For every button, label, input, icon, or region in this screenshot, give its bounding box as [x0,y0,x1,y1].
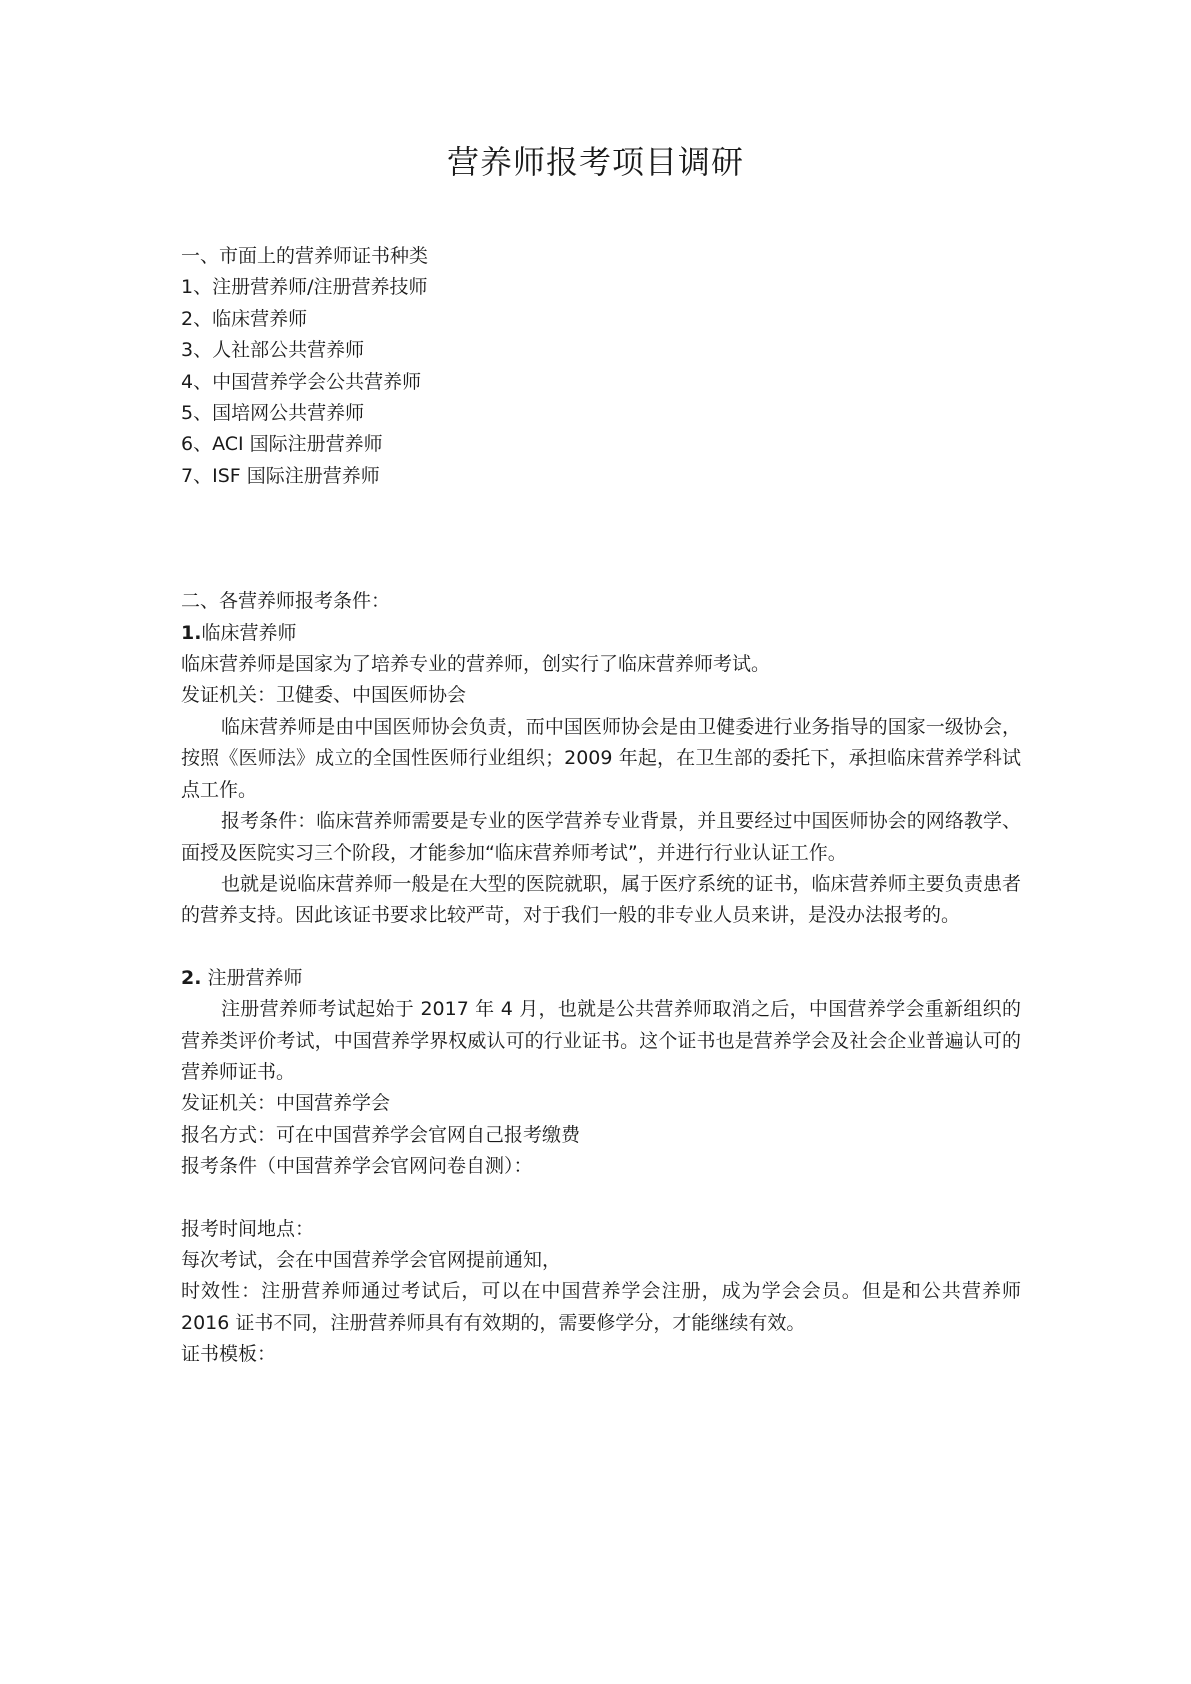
registered-validity: 时效性：注册营养师通过考试后，可以在中国营养学会注册，成为学会会员。但是和公共营养师 2016 证书不同，注册营养师具有有效期的，需要修学分，才能继续有效。 [181,1280,1021,1334]
registered-issuer: 发证机关：中国营养学会 [181,1092,391,1115]
list-item: 4、中国营养学会公共营养师 [181,370,422,393]
list-item: 2、临床营养师 [181,307,308,330]
clinical-issuer: 发证机关：卫健委、中国医师协会 [181,684,467,707]
clinical-paragraph-2: 报考条件：临床营养师需要是专业的医学营养专业背景，并且要经过中国医师协会的网络教学、面授及医院实习三个阶段，才能参加“临床营养师考试”，并进行行业认证工作。 [181,810,1021,864]
registered-notice: 每次考试，会在中国营养学会官网提前通知， [181,1248,562,1271]
registered-subheading [181,963,1021,994]
list-item: 3、人社部公共营养师 [181,339,365,362]
list-item: 1、注册营养师/注册营养技师 [181,276,428,299]
registered-number: 2. [181,966,202,989]
list-item: 7、ISF 国际注册营养师 [181,464,380,487]
registered-signup: 报名方式：可在中国营养学会官网自己报考缴费 [181,1123,581,1146]
spacer [181,1183,1021,1214]
registered-condition: 报考条件（中国营养学会官网问卷自测）： [181,1155,533,1178]
spacer [181,932,1021,963]
list-item: 5、国培网公共营养师 [181,402,365,425]
clinical-number: 1. [181,621,202,644]
section1-heading: 一、市面上的营养师证书种类 [181,245,429,267]
clinical-intro: 临床营养师是国家为了培养专业的营养师，创实行了临床营养师考试。 [181,653,771,676]
clinical-name: 临床营养师 [201,621,297,644]
registered-name: 注册营养师 [201,966,303,989]
section2-heading: 二、各营养师报考条件： [181,590,391,613]
clinical-paragraph-3: 也就是说临床营养师一般是在大型的医院就职，属于医疗系统的证书，临床营养师主要负责患者的营养支持。因此该证书要求比较严苛，对于我们一般的非专业人员来讲，是没办法报考的。 [181,872,1021,927]
document-body [181,241,1021,1371]
registered-time-place: 报考时间地点： [181,1217,315,1240]
clinical-subheading [181,618,1021,649]
clinical-paragraph-1: 临床营养师是由中国医师协会负责，而中国医师协会是由卫健委进行业务指导的国家一级协会，按照《医师法》成立的全国性医师行业组织；2009 年起，在卫生部的委托下，承担临床营养学科试点工作。 [181,715,1021,801]
spacer [181,492,1021,586]
registered-paragraph-1: 注册营养师考试起始于 2017 年 4 月，也就是公共营养师取消之后，中国营养学会重新组织的营养类评价考试，中国营养学界权威认可的行业证书。这个证书也是营养学会及社会企业普遍认可的营养师证书。 [181,998,1021,1083]
list-item: 6、ACI 国际注册营养师 [181,433,383,456]
registered-template: 证书模板： [181,1343,277,1366]
page-title: 营养师报考项目调研 [446,143,744,181]
